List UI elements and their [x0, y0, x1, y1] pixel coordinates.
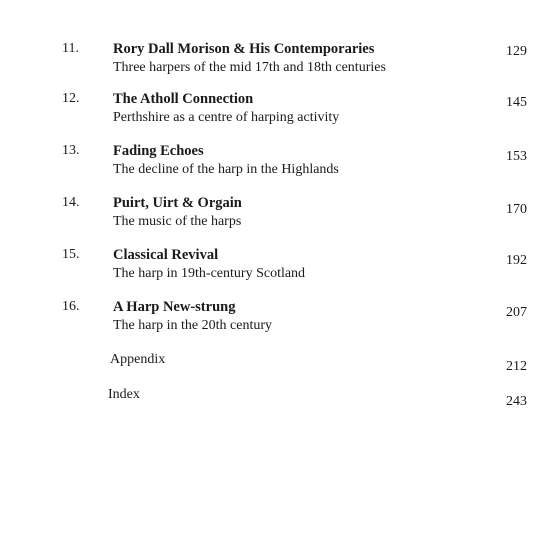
chapter-subtitle: The decline of the harp in the Highlands: [113, 162, 339, 177]
chapter-number: 11.: [62, 41, 79, 56]
chapter-title: The Atholl Connection: [113, 91, 254, 107]
page-number: 129: [506, 44, 527, 59]
chapter-subtitle: Perthshire as a centre of harping activity: [113, 110, 340, 125]
chapter-number: 13.: [62, 143, 80, 158]
page-number: 207: [506, 305, 527, 320]
chapter-title: Classical Revival: [113, 247, 219, 263]
index-title: Index: [108, 387, 140, 402]
page-number: 212: [506, 359, 527, 374]
page-number: 153: [506, 149, 527, 164]
chapter-title: Puirt, Uirt & Orgain: [113, 195, 242, 211]
chapter-number: 14.: [62, 195, 80, 210]
chapter-subtitle: The music of the harps: [113, 214, 242, 229]
chapter-number: 12.: [62, 91, 80, 106]
chapter-number: 16.: [62, 299, 80, 314]
chapter-subtitle: The harp in the 20th century: [113, 318, 273, 333]
appendix-title: Appendix: [110, 352, 166, 367]
page-number: 145: [506, 95, 527, 110]
chapter-title: Fading Echoes: [113, 143, 204, 159]
chapter-title: Rory Dall Morison & His Contemporaries: [113, 41, 375, 57]
chapter-subtitle: Three harpers of the mid 17th and 18th centuries: [113, 60, 386, 75]
page-number: 170: [506, 202, 527, 217]
page-number: 243: [506, 394, 527, 409]
chapter-title: A Harp New-strung: [113, 299, 236, 315]
chapter-subtitle: The harp in 19th-century Scotland: [113, 266, 306, 281]
page-number: 192: [506, 253, 527, 268]
chapter-number: 15.: [62, 247, 80, 262]
